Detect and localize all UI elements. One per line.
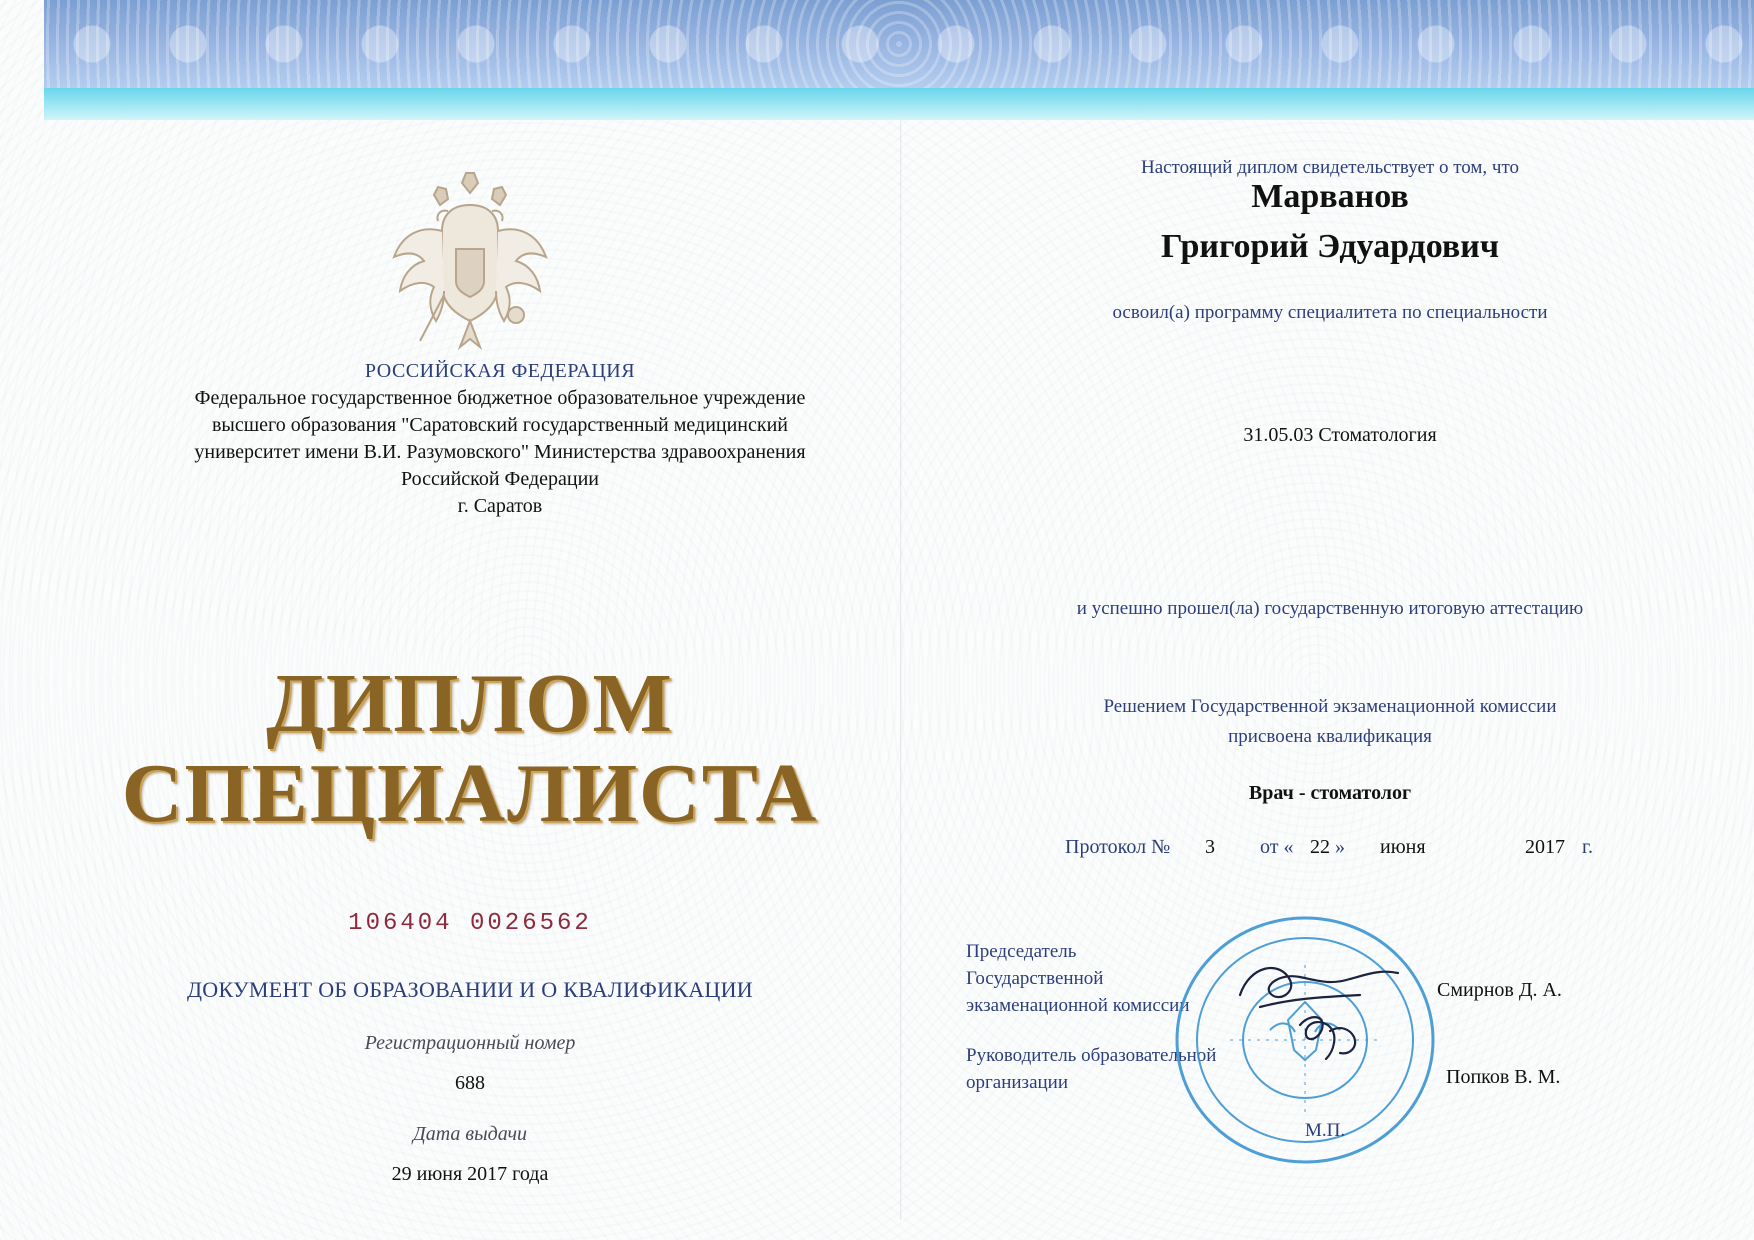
diploma-title-line1: ДИПЛОМ	[266, 657, 674, 750]
passed-attestation-text: и успешно прошел(ла) государственную итоговую аттестацию	[1076, 598, 1584, 619]
institution-line: высшего образования "Саратовский государственный медицинский	[211, 414, 788, 436]
protocol-year-suffix: г.	[1582, 836, 1593, 858]
protocol-year: 2017	[1525, 836, 1565, 858]
issue-date: 29 июня 2017 года	[391, 1163, 549, 1185]
head-title-line: организации	[966, 1072, 1069, 1093]
graduate-given-names: Григорий Эдуардович	[1160, 228, 1500, 265]
stamp-place-label: М.П.	[1305, 1120, 1346, 1141]
decorative-band-rosettes	[44, 8, 1754, 80]
institution-name	[60, 385, 940, 520]
registration-number-label: Регистрационный номер	[364, 1032, 576, 1054]
mastered-program-text: освоил(а) программу специалитета по специальности	[1112, 302, 1548, 323]
decorative-band-cyan	[44, 88, 1754, 120]
chairman-title-line: Председатель	[966, 941, 1077, 962]
certifies-text: Настоящий диплом свидетельствует о том, что	[1140, 157, 1520, 178]
protocol-from: от «	[1260, 836, 1294, 858]
qualification: Врач - стоматолог	[1248, 782, 1412, 804]
page-fold	[900, 120, 902, 1220]
chairman-name: Смирнов Д. А.	[1437, 979, 1562, 1001]
protocol-day: 22	[1310, 836, 1330, 858]
institution-city: г. Саратов	[457, 495, 543, 517]
document-type: ДОКУМЕНТ ОБ ОБРАЗОВАНИИ И О КВАЛИФИКАЦИИ	[186, 977, 753, 1002]
double-headed-eagle-emblem-icon	[380, 165, 560, 365]
handwritten-signatures-icon	[1230, 955, 1410, 1075]
diploma-title-line2: СПЕЦИАЛИСТА	[121, 747, 819, 840]
protocol-number: 3	[1205, 836, 1215, 858]
registration-number: 688	[455, 1072, 485, 1094]
chairman-title-line: Государственной	[966, 968, 1104, 989]
protocol-close-quote: »	[1335, 836, 1345, 858]
decision-line: Решением Государственной экзаменационной комиссии	[1103, 696, 1557, 717]
country-name: РОССИЙСКАЯ ФЕДЕРАЦИЯ	[364, 360, 636, 382]
graduate-surname: Марванов	[1251, 178, 1409, 215]
serial-number: 106404 0026562	[348, 910, 592, 937]
specialty: 31.05.03 Стоматология	[1243, 424, 1437, 446]
institution-line: Российской Федерации	[400, 468, 600, 490]
issue-date-label: Дата выдачи	[412, 1123, 528, 1145]
institution-line: Федеральное государственное бюджетное образовательное учреждение	[194, 387, 806, 409]
protocol-label: Протокол №	[1065, 836, 1171, 858]
head-name: Попков В. М.	[1446, 1066, 1561, 1088]
chairman-title-line: экзаменационной комиссии	[966, 995, 1190, 1016]
commission-decision	[1020, 692, 1640, 752]
protocol-month: июня	[1380, 836, 1426, 858]
decision-line: присвоена квалификация	[1228, 726, 1432, 747]
institution-line: университет имени В.И. Разумовского" Министерства здравоохранения	[194, 441, 806, 463]
head-title-line: Руководитель образовательной	[966, 1045, 1217, 1066]
